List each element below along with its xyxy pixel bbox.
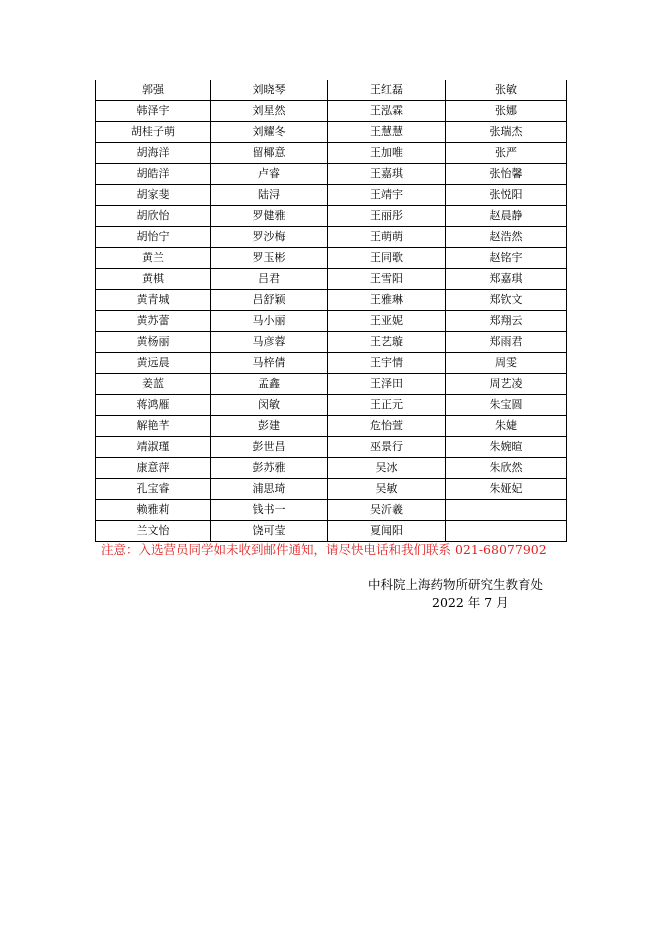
table-row <box>96 479 567 500</box>
name-cell: 王同歌 <box>328 248 446 269</box>
name-cell: 吕君 <box>211 269 328 290</box>
name-cell: 王雪阳 <box>328 269 446 290</box>
name-cell: 王正元 <box>328 395 446 416</box>
table-row <box>96 164 567 185</box>
name-cell: 胡海洋 <box>96 143 211 164</box>
name-cell: 胡怡宁 <box>96 227 211 248</box>
names-table <box>95 80 567 542</box>
name-cell: 孟鑫 <box>211 374 328 395</box>
name-cell: 郑雨君 <box>446 332 567 353</box>
name-cell: 吴沂羲 <box>328 500 446 521</box>
name-cell: 罗沙梅 <box>211 227 328 248</box>
name-cell: 王雅琳 <box>328 290 446 311</box>
name-cell: 韩泽宇 <box>96 101 211 122</box>
name-cell: 张敏 <box>446 80 567 101</box>
table-row <box>96 500 567 521</box>
name-cell: 赵浩然 <box>446 227 567 248</box>
name-cell: 赵晨静 <box>446 206 567 227</box>
name-cell: 王丽彤 <box>328 206 446 227</box>
name-cell: 刘星然 <box>211 101 328 122</box>
name-cell: 蒋鸿雁 <box>96 395 211 416</box>
name-cell: 康意萍 <box>96 458 211 479</box>
signature-date: 2022 年 7 月 <box>432 595 509 610</box>
name-cell: 彭世昌 <box>211 437 328 458</box>
name-cell: 浦思琦 <box>211 479 328 500</box>
table-row <box>96 458 567 479</box>
name-cell: 卢睿 <box>211 164 328 185</box>
name-cell: 郭强 <box>96 80 211 101</box>
name-cell: 彭建 <box>211 416 328 437</box>
name-cell: 胡欣怡 <box>96 206 211 227</box>
name-cell: 王艺璇 <box>328 332 446 353</box>
name-cell: 王慧慧 <box>328 122 446 143</box>
table-row <box>96 353 567 374</box>
table-row <box>96 248 567 269</box>
name-cell: 胡桂子萌 <box>96 122 211 143</box>
name-cell: 黄远晨 <box>96 353 211 374</box>
table-row <box>96 143 567 164</box>
table-row <box>96 374 567 395</box>
name-cell: 郑嘉琪 <box>446 269 567 290</box>
name-cell <box>446 521 567 542</box>
name-cell: 兰文怡 <box>96 521 211 542</box>
name-cell: 钱书一 <box>211 500 328 521</box>
name-cell: 陆浔 <box>211 185 328 206</box>
name-cell: 朱宝圆 <box>446 395 567 416</box>
name-cell: 吴冰 <box>328 458 446 479</box>
name-cell: 郑翔云 <box>446 311 567 332</box>
name-cell: 胡皓洋 <box>96 164 211 185</box>
table-row <box>96 227 567 248</box>
table-row <box>96 521 567 542</box>
name-cell: 朱欣然 <box>446 458 567 479</box>
name-cell: 黄青城 <box>96 290 211 311</box>
name-cell: 王萌萌 <box>328 227 446 248</box>
name-cell: 罗健雅 <box>211 206 328 227</box>
name-cell: 黄杨丽 <box>96 332 211 353</box>
name-cell: 王红磊 <box>328 80 446 101</box>
table-row <box>96 395 567 416</box>
name-cell: 刘晓琴 <box>211 80 328 101</box>
table-row <box>96 185 567 206</box>
name-cell: 解艳芊 <box>96 416 211 437</box>
name-cell: 吴敏 <box>328 479 446 500</box>
table-row <box>96 311 567 332</box>
name-cell: 刘耀冬 <box>211 122 328 143</box>
name-cell: 罗玉彬 <box>211 248 328 269</box>
name-cell: 朱婉暄 <box>446 437 567 458</box>
name-cell: 张严 <box>446 143 567 164</box>
name-cell: 王加唯 <box>328 143 446 164</box>
name-cell: 张娜 <box>446 101 567 122</box>
table-row <box>96 122 567 143</box>
table-row <box>96 206 567 227</box>
name-cell: 王泓霖 <box>328 101 446 122</box>
table-row <box>96 101 567 122</box>
name-cell: 闵敏 <box>211 395 328 416</box>
name-cell: 王宇情 <box>328 353 446 374</box>
name-cell: 朱婕 <box>446 416 567 437</box>
name-cell: 黄棋 <box>96 269 211 290</box>
name-cell: 马彦蓉 <box>211 332 328 353</box>
name-cell: 靖淑瑾 <box>96 437 211 458</box>
name-cell: 饶可莹 <box>211 521 328 542</box>
name-cell: 姜蓝 <box>96 374 211 395</box>
name-cell: 王嘉琪 <box>328 164 446 185</box>
name-cell: 巫景行 <box>328 437 446 458</box>
table-row <box>96 269 567 290</box>
table-row <box>96 332 567 353</box>
name-cell: 吕舒颖 <box>211 290 328 311</box>
name-cell: 赵铭宇 <box>446 248 567 269</box>
notice-text: 注意：入选营员同学如未收到邮件通知，请尽快电话和我们联系 021-68077902 <box>101 542 547 557</box>
name-cell: 黄苏蕾 <box>96 311 211 332</box>
names-table-body <box>96 80 567 542</box>
name-cell: 张怡馨 <box>446 164 567 185</box>
table-row <box>96 80 567 101</box>
name-cell: 马梓倩 <box>211 353 328 374</box>
name-cell: 孔宝睿 <box>96 479 211 500</box>
table-row <box>96 416 567 437</box>
table-row <box>96 437 567 458</box>
name-cell: 彭苏雅 <box>211 458 328 479</box>
name-cell: 夏闻阳 <box>328 521 446 542</box>
name-cell: 留椰意 <box>211 143 328 164</box>
name-cell: 王靖宇 <box>328 185 446 206</box>
signature-organization: 中科院上海药物所研究生教育处 <box>368 577 544 592</box>
name-cell: 周雯 <box>446 353 567 374</box>
name-cell: 朱娅妃 <box>446 479 567 500</box>
name-cell: 王泽田 <box>328 374 446 395</box>
name-cell: 郑钦文 <box>446 290 567 311</box>
table-row <box>96 290 567 311</box>
name-cell <box>446 500 567 521</box>
name-cell: 马小丽 <box>211 311 328 332</box>
name-cell: 张悦阳 <box>446 185 567 206</box>
name-cell: 胡家斐 <box>96 185 211 206</box>
name-cell: 周艺凌 <box>446 374 567 395</box>
name-cell: 王亚妮 <box>328 311 446 332</box>
name-cell: 危怡萱 <box>328 416 446 437</box>
name-cell: 赖雅莉 <box>96 500 211 521</box>
name-cell: 黄兰 <box>96 248 211 269</box>
name-cell: 张瑞杰 <box>446 122 567 143</box>
